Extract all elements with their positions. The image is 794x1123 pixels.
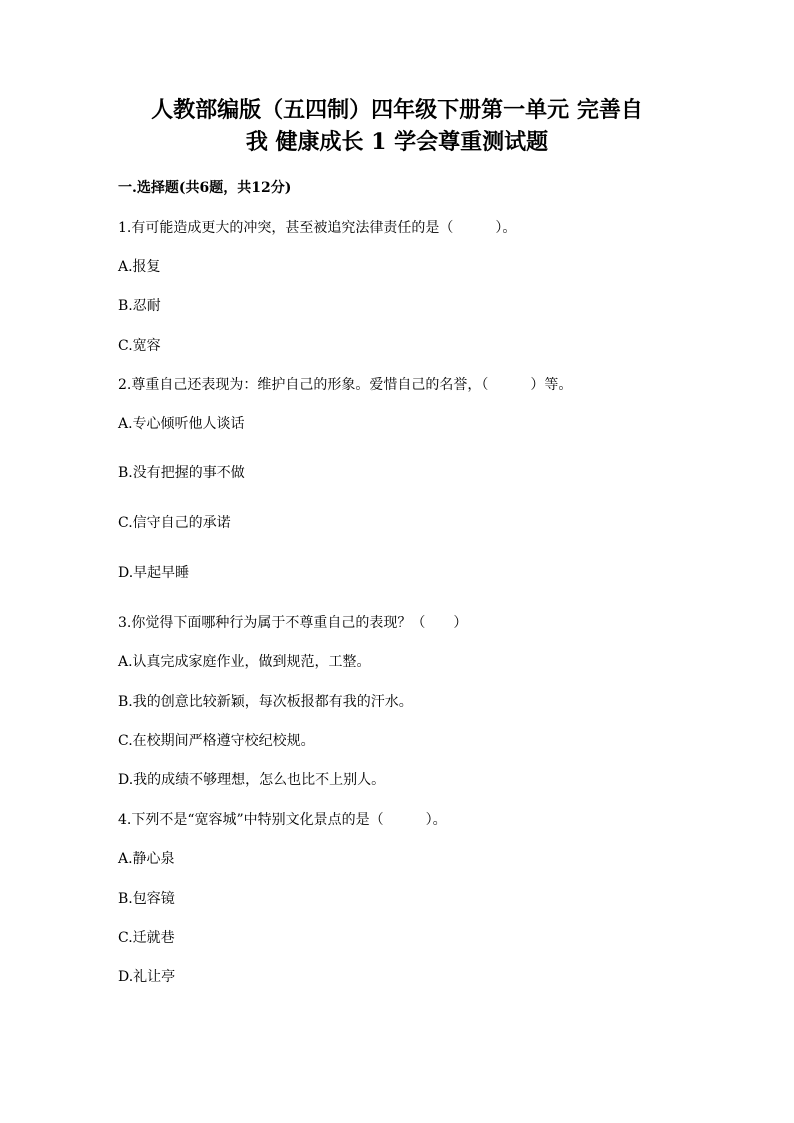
question-4-option-c: C.迁就巷: [118, 930, 175, 946]
question-3-option-a: A.认真完成家庭作业，做到规范，工整。: [118, 654, 371, 670]
question-1-option-b: B.忍耐: [118, 298, 161, 314]
question-3-stem: 3.你觉得下面哪种行为属于不尊重自己的表现？（ ）: [118, 615, 468, 631]
document-title: [100, 94, 694, 158]
question-2-option-c: C.信守自己的承诺: [118, 515, 231, 531]
question-1-option-c: C.宽容: [118, 338, 161, 354]
question-4-option-a: A.静心泉: [118, 851, 175, 867]
title-line-1: 人教部编版（五四制）四年级下册第一单元 完善自: [151, 97, 643, 123]
question-4-option-b: B.包容镜: [118, 891, 175, 907]
question-2-option-a: A.专心倾听他人谈话: [118, 416, 245, 432]
title-line-2: 我 健康成长 1 学会尊重测试题: [245, 129, 549, 155]
section-heading: 一.选择题(共6题，共12分): [118, 180, 292, 196]
question-4-option-d: D.礼让亭: [118, 969, 176, 985]
question-2-option-d: D.早起早睡: [118, 565, 190, 581]
question-1-stem: 1.有可能造成更大的冲突，甚至被追究法律责任的是（ ）。: [118, 220, 517, 236]
question-3-option-b: B.我的创意比较新颖，每次板报都有我的汗水。: [118, 694, 413, 710]
question-1-option-a: A.报复: [118, 259, 161, 275]
question-2-option-b: B.没有把握的事不做: [118, 465, 245, 481]
question-3-option-d: D.我的成绩不够理想，怎么也比不上别人。: [118, 772, 386, 788]
question-2-stem: 2.尊重自己还表现为：维护自己的形象。爱惜自己的名誉，（ ）等。: [118, 377, 573, 393]
question-3-option-c: C.在校期间严格遵守校纪校规。: [118, 733, 315, 749]
question-4-stem: 4.下列不是“宽容城”中特别文化景点的是（ ）。: [118, 812, 447, 828]
